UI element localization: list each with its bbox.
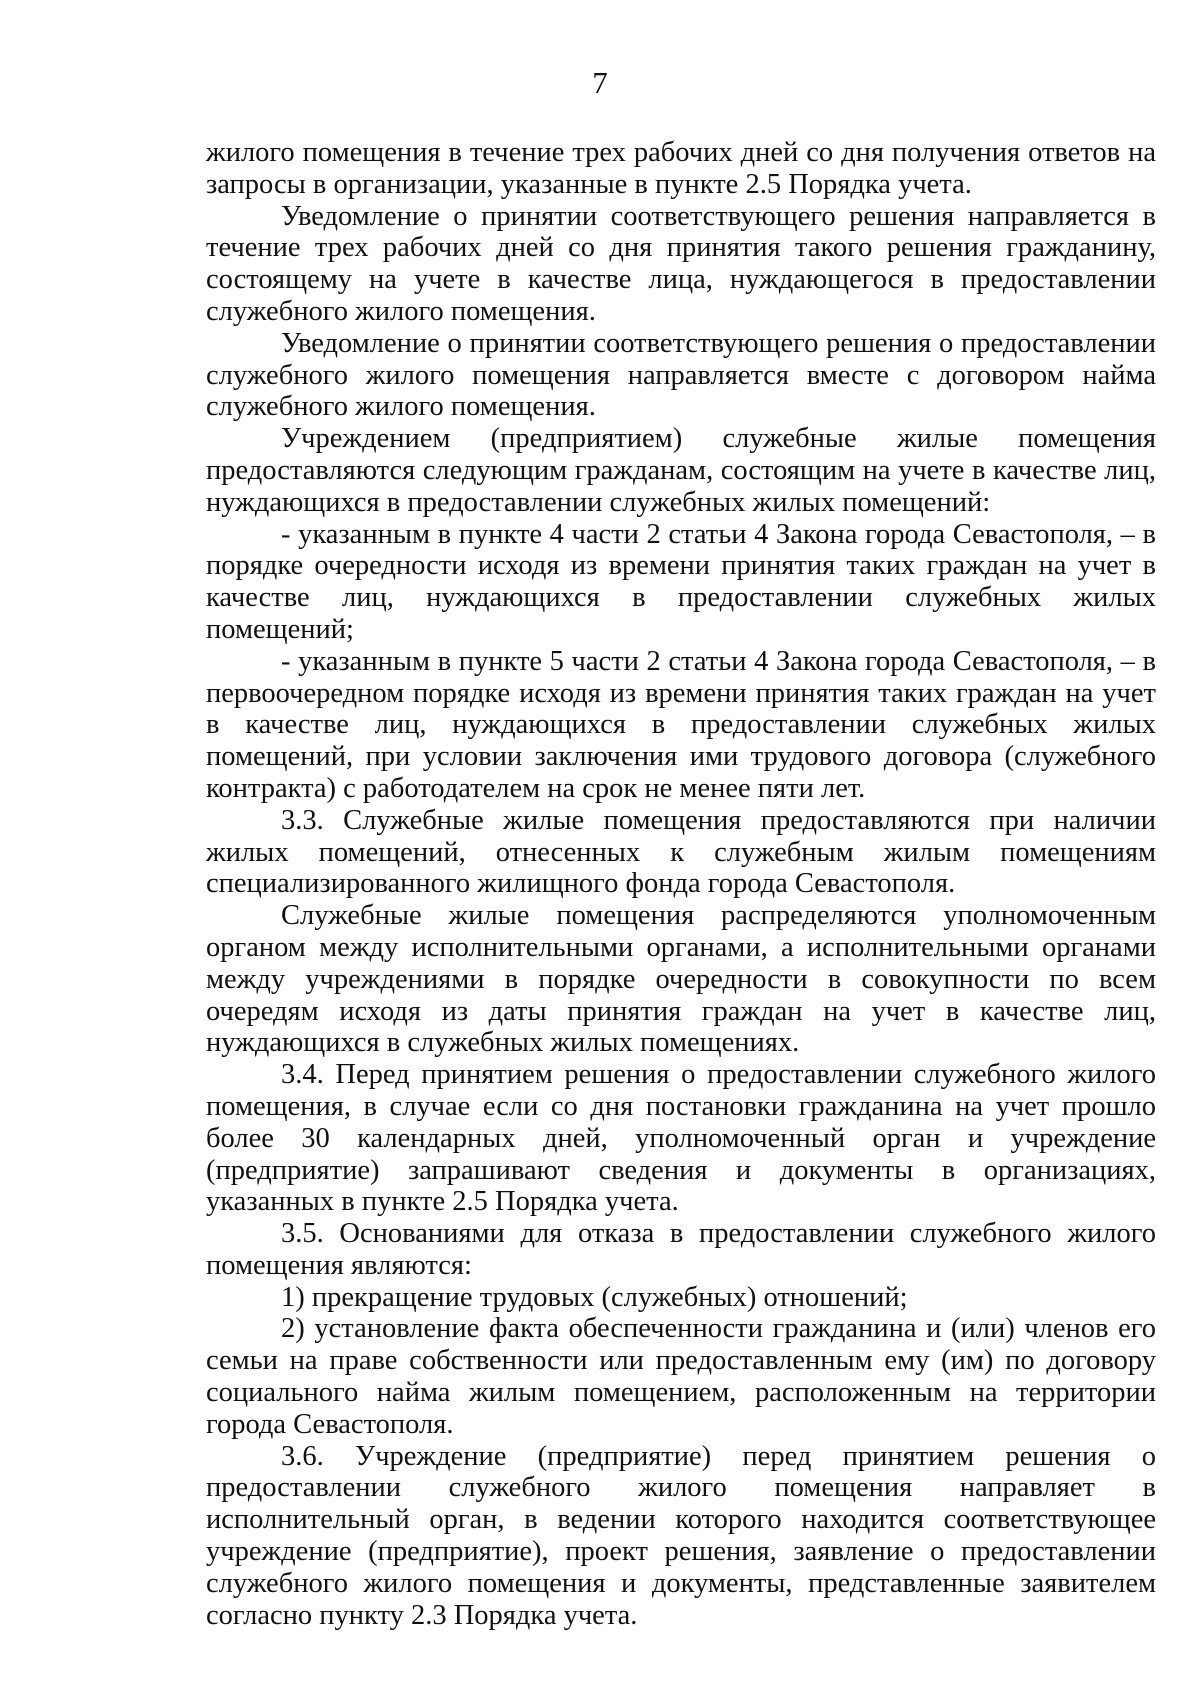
page-number: 7 [592,65,608,100]
list-item-point-4: - указанным в пункте 4 части 2 статьи 4 Закона города Севастополя, – в порядке очередности исходя из времени принятия таких граждан на учет в качестве лиц, нуждающихся в предоставлении служебных жилых помещений; [206,518,1156,645]
paragraph-continuation: жилого помещения в течение трех рабочих дней со дня получения ответов на запросы в организации, указанные в пункте 2.5 Порядка учета. [206,137,1156,200]
paragraph-distribution: Служебные жилые помещения распределяются уполномоченным органом между исполнительными органами, а исполнительными органами между учреждениями в порядке очередности в совокупности по всем очередям исходя из даты принятия граждан на учет в качестве лиц, нуждающихся в служебных жилых помещениях. [206,900,1156,1059]
paragraph-notification-contract: Уведомление о принятии соответствующего решения о предоставлении служебного жилого помещения направляется вместе с договором найма служебного жилого помещения. [206,327,1156,423]
paragraph-institution-provides: Учреждением (предприятием) служебные жилые помещения предоставляются следующим гражданам, состоящим на учете в качестве лиц, нуждающихся в предоставлении служебных жилых помещений: [206,423,1156,518]
body-text [206,137,1156,1631]
clause-3-5: 3.5. Основаниями для отказа в предоставлении служебного жилого помещения являются: [206,1218,1156,1281]
clause-3-6: 3.6. Учреждение (предприятие) перед принятием решения о предоставлении служебного жилого помещения направляет в исполнительный орган, в ведении которого находится соответствующее учреждение (предприятие), проект решения, заявление о предоставлении служебного жилого помещения и документы, представленные заявителем согласно пункту 2.3 Порядка учета. [206,1440,1156,1631]
list-item-point-5: - указанным в пункте 5 части 2 статьи 4 Закона города Севастополя, – в первоочередном порядке исходя из времени принятия таких граждан на учет в качестве лиц, нуждающихся в предоставлении служебных жилых помещений, при условии заключения ими трудового договора (служебного контракта) с работодателем на срок не менее пяти лет. [206,645,1156,804]
refusal-ground-1: 1) прекращение трудовых (служебных) отношений; [281,1281,908,1313]
clause-3-4: 3.4. Перед принятием решения о предоставлении служебного жилого помещения, в случае если со дня постановки гражданина на учет прошло более 30 календарных дней, уполномоченный орган и учреждение (предприятие) запрашивают сведения и документы в организациях, указанных в пункте 2.5 Порядка учета. [206,1059,1156,1218]
paragraph-notification-deadline: Уведомление о принятии соответствующего решения направляется в течение трех рабочих дней со дня принятия такого решения гражданину, состоящему на учете в качестве лица, нуждающегося в предоставлении служебного жилого помещения. [206,200,1156,327]
refusal-ground-2: 2) установление факта обеспеченности гражданина и (или) членов его семьи на праве собственности или предоставленным ему (им) по договору социального найма жилым помещением, расположенным на территории города Севастополя. [206,1313,1156,1440]
clause-3-3: 3.3. Служебные жилые помещения предоставляются при наличии жилых помещений, отнесенных к служебным жилым помещениям специализированного жилищного фонда города Севастополя. [206,804,1156,900]
